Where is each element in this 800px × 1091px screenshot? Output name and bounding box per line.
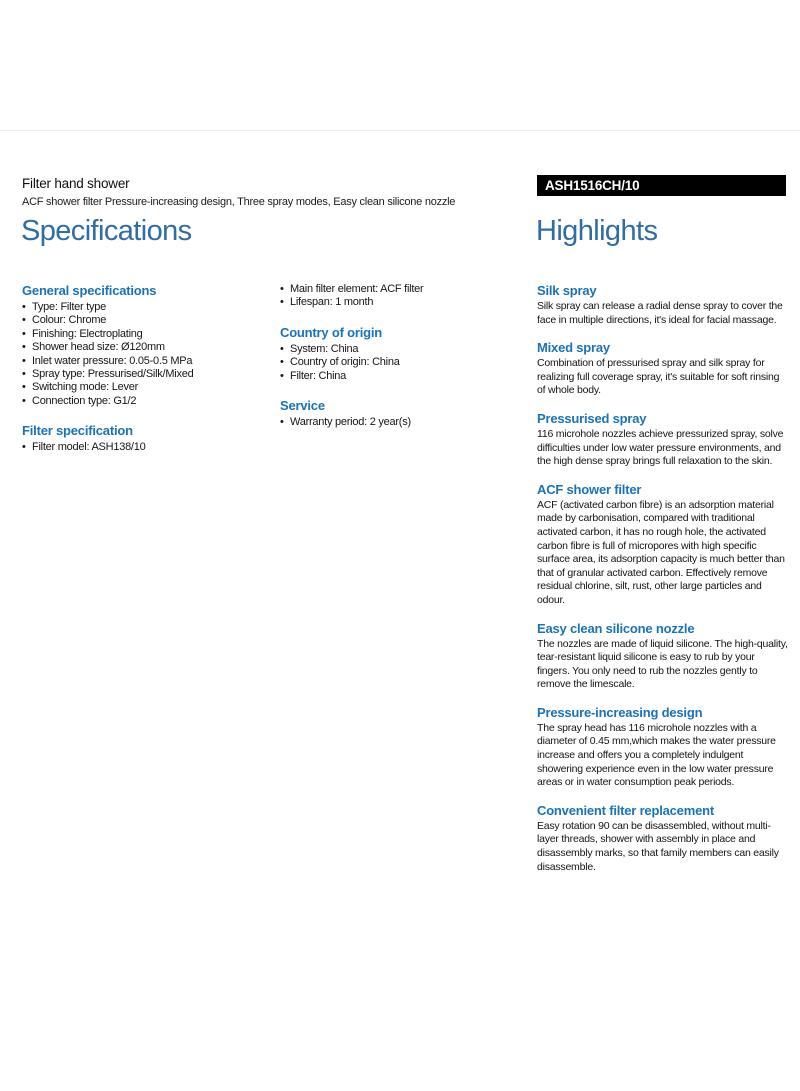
highlight-heading: Pressurised spray (537, 410, 647, 426)
highlight-section (537, 705, 790, 790)
bullet-icon: • (22, 341, 26, 354)
highlight-section (537, 803, 790, 874)
spec-item (22, 395, 270, 408)
spec-item-text: Country of origin: China (290, 356, 400, 369)
spec-item-text: Lifespan: 1 month (290, 296, 374, 309)
product-header (22, 176, 522, 208)
bullet-icon: • (280, 369, 284, 382)
highlight-heading: ACF shower filter (537, 481, 642, 497)
bullet-icon: • (22, 381, 26, 394)
bullet-icon: • (280, 416, 284, 429)
specifications-column-2 (280, 283, 495, 429)
bullet-icon: • (280, 283, 284, 295)
spec-item-text: Main filter element: ACF filter (290, 283, 424, 295)
spec-item-text: Filter: China (290, 369, 347, 382)
spec-item-text: Finishing: Electroplating (32, 327, 143, 340)
highlight-body: Silk spray can release a radial dense spray to cover the face in multiple directions, it's ideal for facial massage. (537, 300, 783, 326)
highlight-heading: Easy clean silicone nozzle (537, 620, 695, 636)
model-number-badge: ASH1516CH/10 (537, 175, 786, 196)
spec-item (280, 296, 495, 309)
highlight-section (537, 283, 790, 327)
spec-item (22, 328, 270, 341)
bullet-icon: • (22, 314, 26, 327)
bullet-icon: • (280, 342, 284, 355)
highlight-section (537, 621, 790, 692)
spec-section-heading: Country of origin (280, 324, 383, 340)
highlight-body: The nozzles are made of liquid silicone. The high-quality, tear-resistant liquid silicone is easy to rub by your fingers. You only need to rub the nozzles gently to remove the limescale. (537, 637, 788, 691)
spec-item-list (280, 416, 495, 429)
highlight-body: Easy rotation 90 can be disassembled, without multi-layer threads, shower with assembly in place and disassembly marks, so that family members can easily disassemble. (537, 819, 779, 873)
spec-item-list (280, 343, 495, 383)
spec-section-heading: Service (280, 398, 325, 414)
spec-item (22, 381, 270, 394)
bullet-icon: • (280, 296, 284, 309)
spec-item-text: Type: Filter type (32, 301, 107, 313)
spec-item-list (22, 301, 270, 408)
highlight-body: The spray head has 116 microhole nozzles with a diameter of 0.45 mm,which makes the water pressure increase and offers you a completely indulgent showering experience even in the low water pressure areas or in water consumption peak periods. (537, 721, 776, 789)
spec-item (280, 283, 495, 296)
highlights-title: Highlights (536, 215, 658, 247)
spec-item (22, 368, 270, 381)
spec-item (22, 314, 270, 327)
highlight-section (537, 411, 790, 469)
spec-item (280, 416, 495, 429)
bullet-icon: • (280, 356, 284, 369)
spec-item-list (280, 283, 495, 310)
spec-item-text: Inlet water pressure: 0.05-0.5 MPa (32, 354, 193, 367)
highlight-heading: Silk spray (537, 283, 597, 298)
spec-item-text: Warranty period: 2 year(s) (290, 416, 411, 429)
highlight-body: Combination of pressurised spray and silk spray for realizing full coverage spray, it's suitable for soft rinsing of whole body. (537, 357, 780, 397)
spec-item-text: Shower head size: Ø120mm (32, 341, 165, 354)
specifications-title: Specifications (21, 215, 192, 247)
highlight-heading: Convenient filter replacement (537, 802, 714, 818)
highlight-section (537, 340, 790, 398)
spec-item-text: Filter model: ASH138/10 (32, 441, 146, 454)
spec-section-heading: Filter specification (22, 423, 133, 439)
specifications-column-1 (22, 283, 270, 455)
spec-item (280, 343, 495, 356)
spec-item-text: Colour: Chrome (32, 314, 107, 327)
highlight-body: 116 microhole nozzles achieve pressurized spray, solve difficulties under low water pressure environments, and the high dense spray brings full relaxation to the skin. (537, 427, 784, 468)
product-subtitle: ACF shower filter Pressure-increasing design, Three spray modes, Easy clean silicone nozzle (22, 196, 456, 208)
spec-item-text: System: China (290, 342, 359, 355)
spec-item (280, 356, 495, 369)
spec-item-text: Switching mode: Lever (32, 381, 139, 394)
highlights-column (537, 283, 790, 887)
bullet-icon: • (22, 327, 26, 340)
spec-section-heading: General specifications (22, 283, 157, 298)
highlight-heading: Mixed spray (537, 340, 610, 356)
highlight-section (537, 482, 790, 608)
spec-item-text: Spray type: Pressurised/Silk/Mixed (32, 368, 194, 381)
bullet-icon: • (22, 301, 26, 313)
bullet-icon: • (22, 394, 26, 407)
spec-item-list (22, 441, 270, 454)
bullet-icon: • (22, 441, 26, 454)
spec-item (22, 341, 270, 354)
spec-item (22, 301, 270, 314)
highlight-heading: Pressure-increasing design (537, 704, 703, 720)
top-divider (0, 130, 800, 131)
spec-item (22, 355, 270, 368)
spec-item (22, 441, 270, 454)
highlight-body: ACF (activated carbon fibre) is an adsorption material made by carbonisation, compared with traditional activated carbon, it has no rough hole, the activated carbon fibre is full of micropores with high specific surface area, its adsorption capacity is much better than that of granular activated carbon. Effectively remove residual chlorine, silt, rust, other large particles and odour. (537, 498, 785, 606)
spec-item (280, 370, 495, 383)
bullet-icon: • (22, 354, 26, 367)
spec-item-text: Connection type: G1/2 (32, 394, 137, 407)
bullet-icon: • (22, 368, 26, 381)
product-title: Filter hand shower (22, 176, 130, 191)
